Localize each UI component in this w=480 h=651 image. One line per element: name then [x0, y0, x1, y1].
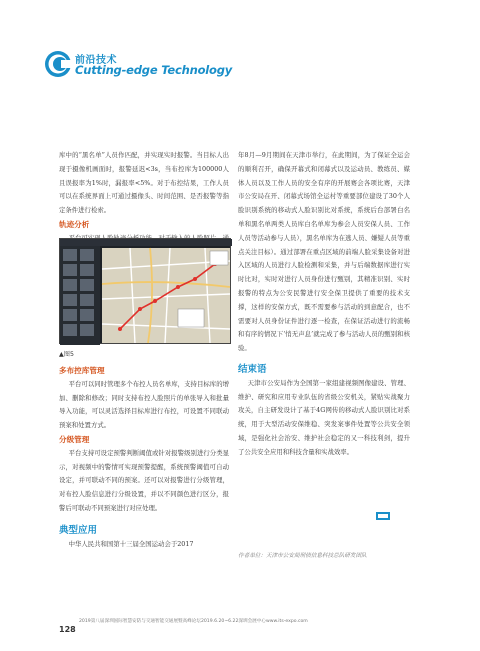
figure-5-screenshot	[59, 238, 231, 344]
cutting-edge-logo-icon	[44, 50, 72, 78]
header-title-cn: 前沿技术	[75, 55, 117, 66]
trajectory-map-image	[60, 239, 232, 345]
figure-caption: ▲图5	[59, 351, 74, 358]
paragraph: 库中的“黑名单”人员作匹配，并实现实时报警。当目标人出现于摄像机画面时，报警延迟<3s，当布控库为100000人且误报率为1%时，漏报率<5%。对于布控结果，工作人员可以在系统界面上可通过摄像头、时间范围、是否报警等指定条件进行检索。	[59, 151, 229, 215]
subheading-grade: 分级管理	[59, 434, 90, 444]
end-mark-icon	[376, 512, 390, 520]
section-heading-case: 典型应用	[59, 524, 98, 536]
left-column-bottom	[59, 364, 229, 551]
paragraph: 平台可以同时管理多个布控人员名单库，支持目标库的增加、删除和修改；同时支持布控人脸照片的单张导入和批量导入功能，可以灵活选择目标库进行布控，可设置不同联动预案和处置方式。	[59, 379, 229, 430]
page-number: 128	[59, 625, 76, 634]
section-header	[44, 50, 244, 80]
subheading-deploy: 多布控库管理	[59, 366, 105, 375]
section-heading-conclusion: 结束语	[238, 363, 267, 375]
header-title-en: Cutting-edge Technology	[75, 63, 233, 77]
paragraph: 中华人民共和国第十三届全国运动会于2017	[68, 539, 194, 548]
paragraph: 平台支持可设定预警判断阈值或针对报警级别进行分类显示，对视频中的警情可实现预警提醒，系统预警阈值可自动设定，并可联动不同的预案。还可以对报警进行分级管理，对布控人脸信息进行分级设置，并以不同颜色进行区分，报警后可联动不同预案进行对应处理。	[59, 448, 229, 512]
footer-text: 2019第八届深圳国际智慧安防与交通智能交通展暨高峰论坛2019.6.20~6.22深圳会展中心www.its-expo.com	[79, 619, 308, 624]
paragraph: 天津市公安局作为全国第一家组建视频图像建设、管理、维护、研究和应用专业队伍的省级公安机关，紧贴实战聚力攻关，自主研发设计了基于4G网传的移动式人脸识别比对系统，用于大型活动安保维稳、突发案事件处置等公共安全领域，是强化社会治安、维护社会稳定的又一科技利剑，提升了公共安全应用和科技含量和实战效率。	[238, 378, 410, 456]
page-footer	[59, 617, 419, 636]
author-affiliation: 作者单位：天津市公安局刑侦信息科技总队研发团队	[238, 553, 367, 559]
subheading-track: 轨迹分析	[59, 219, 90, 229]
paragraph: 年8月—9月期间在天津市举行，在此期间，为了保证全运会的顺利召开，确保开幕式和闭幕式以及运动员、教练员、媒体人员以及工作人员的安全有序的开展赛会各项比赛，天津市公安局在开、闭幕式场馆全运村等重要部位建设了30个人脸识别系统的移动式人脸识别比对系统，系统后台部署白名单和黑名单两类人员库白名单库为参会人员安保人员、工作人员等活动参与人员），黑名单库为在逃人员、嫌疑人员等重点关注目标）。通过部署在重点区域的前端人脸采集设备对进入区域的人员进行人脸检测和采集，并与后端数据库进行实时比对，实时对进行人员身份进行甄别，其精准识别、实时报警的特点为公安民警进行安全保卫提供了重要的技术支撑，这样的安保方式，既不需要参与活动的到意配合，也不需要对人员身份证件进行逐一检查，在保证活动进行的流畅和有序的情况下‘悄无声息’就完成了参与活动人员的甄别和核验。	[238, 151, 410, 353]
right-column	[238, 149, 410, 460]
